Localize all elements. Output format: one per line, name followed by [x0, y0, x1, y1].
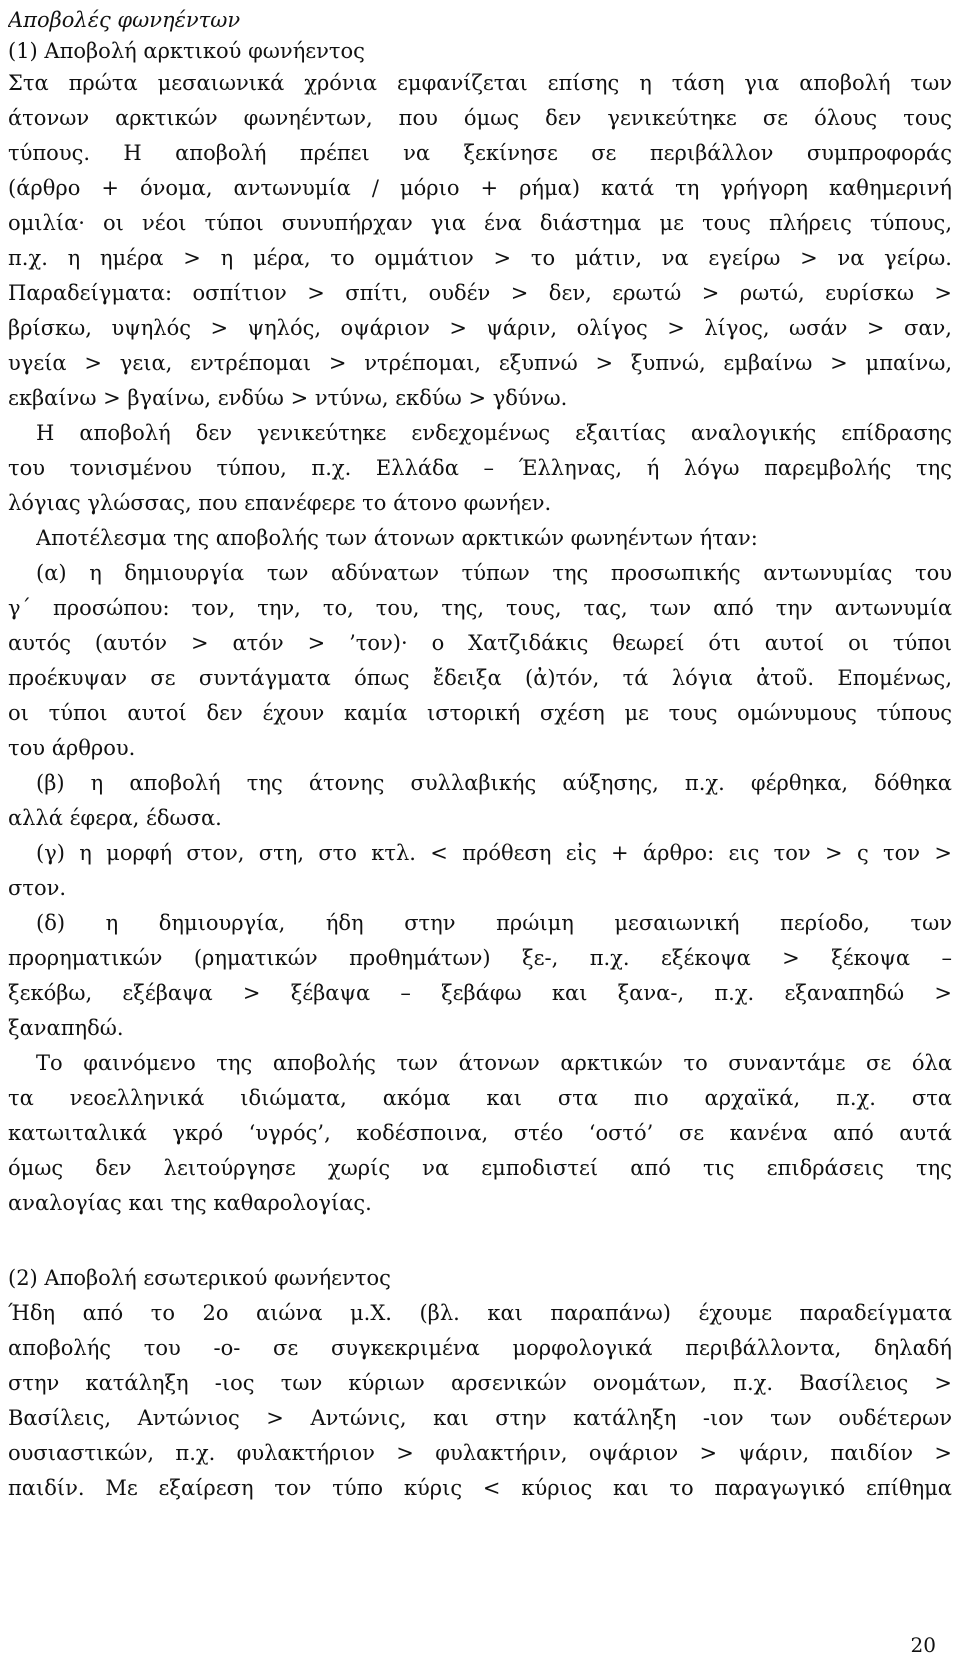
section-1-title: (1) Αποβολή αρκτικού φωνήεντος	[8, 39, 365, 63]
text-line: προρηματικών (ρηματικών προθημάτων) ξε-, π.χ. εξέκοψα > ξέκοψα –	[8, 946, 952, 970]
text-line: στην κατάληξη -ιος των κύριων αρσενικών ονομάτων, π.χ. Βασίλειος >	[8, 1371, 952, 1395]
text-line: του τονισμένου τύπου, π.χ. Ελλάδα – Έλληνας, ή λόγω παρεμβολής της	[8, 456, 952, 480]
text-line: άτονων αρκτικών φωνηέντων, που όμως δεν γενικεύτηκε σε όλους τους	[8, 106, 952, 130]
text-line: ξαναπηδώ.	[8, 1016, 124, 1040]
text-line: λόγιας γλώσσας, που επανέφερε το άτονο φωνήεν.	[8, 491, 552, 515]
text-line: αλλά έφερα, έδωσα.	[8, 806, 222, 830]
text-line: αναλογίας και της καθαρολογίας.	[8, 1191, 372, 1215]
text-line: τύπους. Η αποβολή πρέπει να ξεκίνησε σε περιβάλλον συμπροφοράς	[8, 141, 952, 165]
text-line: Αποτέλεσμα της αποβολής των άτονων αρκτικών φωνηέντων ήταν:	[36, 526, 758, 550]
section-2-title: (2) Αποβολή εσωτερικού φωνήεντος	[8, 1266, 391, 1290]
text-line: εκβαίνω > βγαίνω, ενδύω > ντύνω, εκδύω > γδύνω.	[8, 386, 568, 410]
text-line: Στα πρώτα μεσαιωνικά χρόνια εμφανίζεται επίσης η τάση για αποβολή των	[8, 71, 952, 95]
text-line: Βασίλεις, Αντώνιος > Αντώνις, και στην κατάληξη -ιον των ουδέτερων	[8, 1406, 952, 1430]
text-line: Το φαινόμενο της αποβολής των άτονων αρκτικών το συναντάμε σε όλα	[36, 1051, 952, 1075]
text-line: (άρθρο + όνομα, αντωνυμία / μόριο + ρήμα) κατά τη γρήγορη καθημερινή	[8, 176, 952, 200]
text-line: ουσιαστικών, π.χ. φυλακτήριον > φυλακτήριν, οψάριον > ψάριν, παιδίον >	[8, 1441, 952, 1465]
text-line: βρίσκω, υψηλός > ψηλός, οψάριον > ψάριν, ολίγος > λίγος, ωσάν > σαν,	[8, 316, 952, 340]
text-line: (β) η αποβολή της άτονης συλλαβικής αύξησης, π.χ. φέρθηκα, δόθηκα	[36, 771, 952, 795]
text-line: παιδίν. Με εξαίρεση τον τύπο κύρις < κύριος και το παραγωγικό επίθημα	[8, 1476, 952, 1500]
text-line: τα νεοελληνικά ιδιώματα, ακόμα και στα πιο αρχαϊκά, π.χ. στα	[8, 1086, 952, 1110]
text-line: αυτός (αυτόν > ατόν > ’τον)· ο Χατζιδάκις θεωρεί ότι αυτοί οι τύποι	[8, 631, 952, 655]
text-line: Η αποβολή δεν γενικεύτηκε ενδεχομένως εξαιτίας αναλογικής επίδρασης	[36, 421, 952, 445]
text-line: (δ) η δημιουργία, ήδη στην πρώιμη μεσαιωνική περίοδο, των	[36, 911, 952, 935]
text-line: ξεκόβω, εξέβαψα > ξέβαψα – ξεβάφω και ξανα-, π.χ. εξαναπηδώ >	[8, 981, 952, 1005]
text-line: γ΄ προσώπου: τον, την, το, του, της, τους, τας, των από την αντωνυμία	[8, 596, 952, 620]
text-line: κατωιταλικά γκρό ‘υγρός’, κοδέσποινα, στέο ‘οστό’ σε κανένα από αυτά	[8, 1121, 952, 1145]
page-number: 20	[910, 1633, 936, 1657]
text-line: υγεία > γεια, εντρέπομαι > ντρέπομαι, εξυπνώ > ξυπνώ, εμβαίνω > μπαίνω,	[8, 351, 952, 375]
text-line: του άρθρου.	[8, 736, 136, 760]
text-line: π.χ. η ημέρα > η μέρα, το ομμάτιον > το μάτιν, να εγείρω > να γείρω.	[8, 246, 952, 270]
text-line: αποβολής του -ο- σε συγκεκριμένα μορφολογικά περιβάλλοντα, δηλαδή	[8, 1336, 952, 1360]
text-line: ομιλία· οι νέοι τύποι συνυπήρχαν για ένα διάστημα με τους πλήρεις τύπους,	[8, 211, 952, 235]
text-line: (γ) η μορφή στον, στη, στο κτλ. < πρόθεση εἰς + άρθρο: εις τον > ς τον >	[36, 841, 952, 865]
text-line: όμως δεν λειτούργησε χωρίς να εμποδιστεί από τις επιδράσεις της	[8, 1156, 952, 1180]
text-line: προέκυψαν σε συντάγματα όπως ἔδειξα (ἀ)τόν, τά λόγια ἀτοῦ. Επομένως,	[8, 666, 952, 690]
text-line: (α) η δημιουργία των αδύνατων τύπων της προσωπικής αντωνυμίας του	[36, 561, 952, 585]
text-line: οι τύποι αυτοί δεν έχουν καμία ιστορική σχέση με τους ομώνυμους τύπους	[8, 701, 952, 725]
section-heading: Αποβολές φωνηέντων	[8, 8, 241, 32]
text-line: στον.	[8, 876, 67, 900]
text-line: Ήδη από το 2ο αιώνα μ.Χ. (βλ. και παραπάνω) έχουμε παραδείγματα	[8, 1301, 952, 1325]
text-line: Παραδείγματα: οσπίτιον > σπίτι, ουδέν > δεν, ερωτώ > ρωτώ, ευρίσκω >	[8, 281, 952, 305]
